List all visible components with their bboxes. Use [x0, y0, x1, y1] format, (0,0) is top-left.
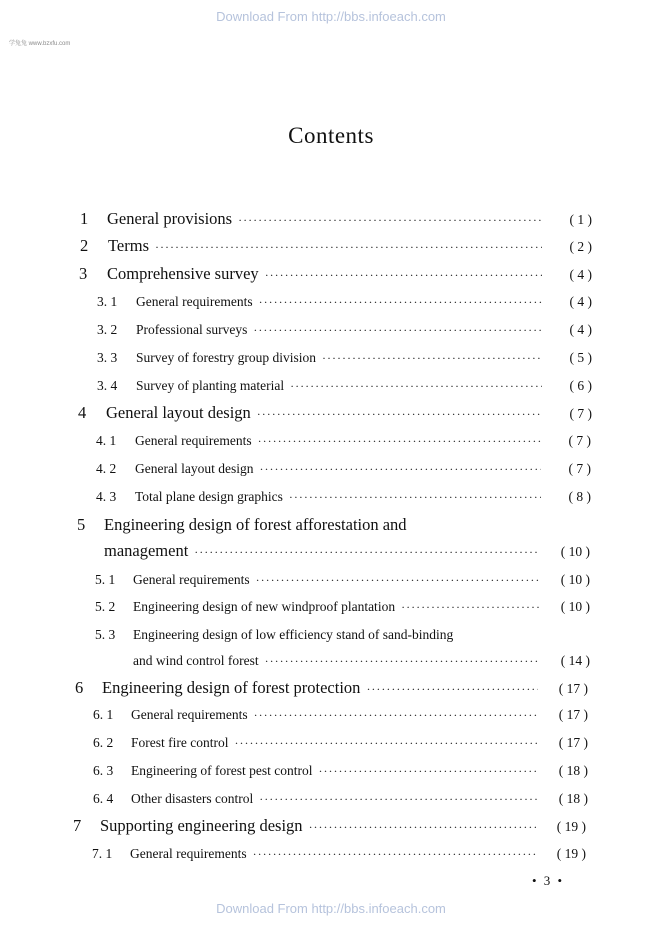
toc-leader	[265, 654, 540, 669]
toc-page: ( 10 )	[560, 599, 590, 614]
toc-number: 3. 4	[97, 378, 118, 393]
toc-number: 7. 1	[92, 846, 113, 861]
toc-entry-3-2	[97, 322, 592, 338]
toc-leader	[259, 295, 542, 310]
toc-leader	[234, 736, 538, 751]
toc-page: ( 7 )	[568, 461, 591, 476]
toc-number: 5. 2	[95, 599, 116, 614]
toc-page: ( 14 )	[560, 653, 590, 668]
toc-entry-5-2	[95, 599, 590, 615]
toc-number: 6. 3	[93, 763, 114, 778]
page-number: • 3 •	[532, 873, 565, 888]
toc-title-continued: management	[104, 541, 189, 560]
toc-entry-3-4	[97, 378, 592, 394]
toc-leader	[256, 573, 540, 588]
toc-number: 3. 3	[97, 350, 118, 365]
toc-title: Comprehensive survey	[107, 264, 259, 283]
toc-page: ( 17 )	[558, 707, 588, 722]
toc-number: 3. 1	[97, 294, 118, 309]
toc-page: ( 19 )	[556, 846, 586, 861]
toc-title: General requirements	[135, 433, 252, 448]
toc-entry-4	[78, 403, 592, 423]
toc-entry-6-4	[93, 791, 588, 807]
toc-page: ( 2 )	[569, 239, 592, 254]
toc-entry-5-line1	[77, 515, 407, 535]
toc-leader	[259, 792, 538, 807]
toc-entry-4-1	[96, 433, 591, 449]
toc-number: 3	[79, 264, 88, 283]
toc-entry-3-3	[97, 350, 592, 366]
toc-page: ( 19 )	[556, 819, 586, 834]
toc-title: General requirements	[136, 294, 253, 309]
toc-title: Engineering design of forest protection	[102, 678, 361, 697]
toc-leader	[322, 351, 542, 366]
toc-entry-5-3-line1	[95, 627, 453, 643]
toc-page: ( 6 )	[569, 378, 592, 393]
toc-title: Terms	[108, 236, 150, 255]
toc-number: 7	[73, 816, 82, 835]
toc-title: Supporting engineering design	[100, 816, 303, 835]
toc-title: General requirements	[131, 707, 248, 722]
toc-page: ( 10 )	[560, 572, 590, 587]
toc-page: ( 18 )	[558, 763, 588, 778]
toc-entry-4-2	[96, 461, 591, 477]
toc-entry-1	[80, 209, 592, 229]
toc-leader	[265, 268, 542, 283]
toc-title: Engineering design of forest afforestation and	[104, 515, 407, 534]
toc-leader	[366, 682, 538, 697]
toc-page: ( 18 )	[558, 791, 588, 806]
toc-number: 4. 1	[96, 433, 117, 448]
toc-entry-3	[79, 264, 592, 284]
toc-leader	[253, 847, 536, 862]
toc-entry-5	[104, 541, 590, 561]
toc-title-continued: and wind control forest	[133, 653, 259, 668]
toc-entry-5-3	[133, 653, 590, 669]
toc-title: General layout design	[106, 403, 251, 422]
toc-number: 2	[80, 236, 89, 255]
toc-leader	[259, 462, 541, 477]
toc-number: 1	[80, 209, 89, 228]
toc-title: Survey of planting material	[136, 378, 285, 393]
toc-leader	[257, 407, 542, 422]
toc-page: ( 7 )	[569, 406, 592, 421]
toc-page: ( 17 )	[558, 681, 588, 696]
toc-number: 6. 1	[93, 707, 114, 722]
toc-number: 5. 3	[95, 627, 116, 642]
toc-title: Professional surveys	[136, 322, 248, 337]
toc-page: ( 4 )	[569, 267, 592, 282]
toc-title: Engineering design of low efficiency stand of sand-binding	[133, 627, 454, 642]
toc-page: ( 4 )	[569, 322, 592, 337]
toc-leader	[290, 379, 542, 394]
site-mark: 学兔兔 www.bzxfu.com	[9, 41, 71, 47]
toc-leader	[309, 820, 536, 835]
toc-leader	[253, 323, 542, 338]
toc-leader	[238, 213, 542, 228]
toc-leader	[318, 764, 538, 779]
toc-page: ( 5 )	[569, 350, 592, 365]
toc-title: Other disasters control	[131, 791, 254, 806]
toc-page: ( 10 )	[560, 544, 590, 559]
toc-page: ( 8 )	[568, 489, 591, 504]
toc-title: Engineering design of new windproof plantation	[133, 599, 396, 614]
toc-number: 5	[77, 515, 86, 534]
toc-entry-4-3	[96, 489, 591, 505]
toc-title: Survey of forestry group division	[136, 350, 316, 365]
toc-number: 6. 2	[93, 735, 114, 750]
toc-title: Total plane design graphics	[135, 489, 283, 504]
toc-entry-6	[75, 678, 588, 698]
toc-page: ( 7 )	[568, 433, 591, 448]
toc-page: ( 17 )	[558, 735, 588, 750]
toc-number: 6	[75, 678, 84, 697]
toc-leader	[289, 490, 541, 505]
toc-entry-7-1	[92, 846, 586, 862]
toc-entry-5-1	[95, 572, 590, 588]
toc-entry-3-1	[97, 294, 592, 310]
toc-entry-7	[73, 816, 586, 836]
page-title: Contents	[288, 123, 374, 148]
toc-title: Engineering of forest pest control	[131, 763, 313, 778]
toc-page: ( 4 )	[569, 294, 592, 309]
toc-leader	[401, 600, 540, 615]
toc-number: 6. 4	[93, 791, 114, 806]
toc-number: 5. 1	[95, 572, 116, 587]
toc-title: General requirements	[130, 846, 247, 861]
toc-entry-2	[80, 236, 592, 256]
watermark-bottom: Download From http://bbs.infoeach.com	[216, 901, 446, 916]
toc-leader	[254, 708, 538, 723]
toc-leader	[155, 240, 542, 255]
toc-leader	[258, 434, 541, 449]
watermark-top: Download From http://bbs.infoeach.com	[216, 9, 446, 24]
toc-number: 4. 2	[96, 461, 117, 476]
toc-title: General provisions	[107, 209, 233, 228]
toc-page: ( 1 )	[569, 212, 592, 227]
toc-entry-6-2	[93, 735, 588, 751]
toc-title: General layout design	[135, 461, 254, 476]
toc-number: 4	[78, 403, 87, 422]
toc-entry-6-1	[93, 707, 588, 723]
toc-entry-6-3	[93, 763, 588, 779]
toc-title: Forest fire control	[131, 735, 229, 750]
toc-leader	[194, 545, 540, 560]
toc-number: 3. 2	[97, 322, 118, 337]
toc-title: General requirements	[133, 572, 250, 587]
toc-number: 4. 3	[96, 489, 117, 504]
